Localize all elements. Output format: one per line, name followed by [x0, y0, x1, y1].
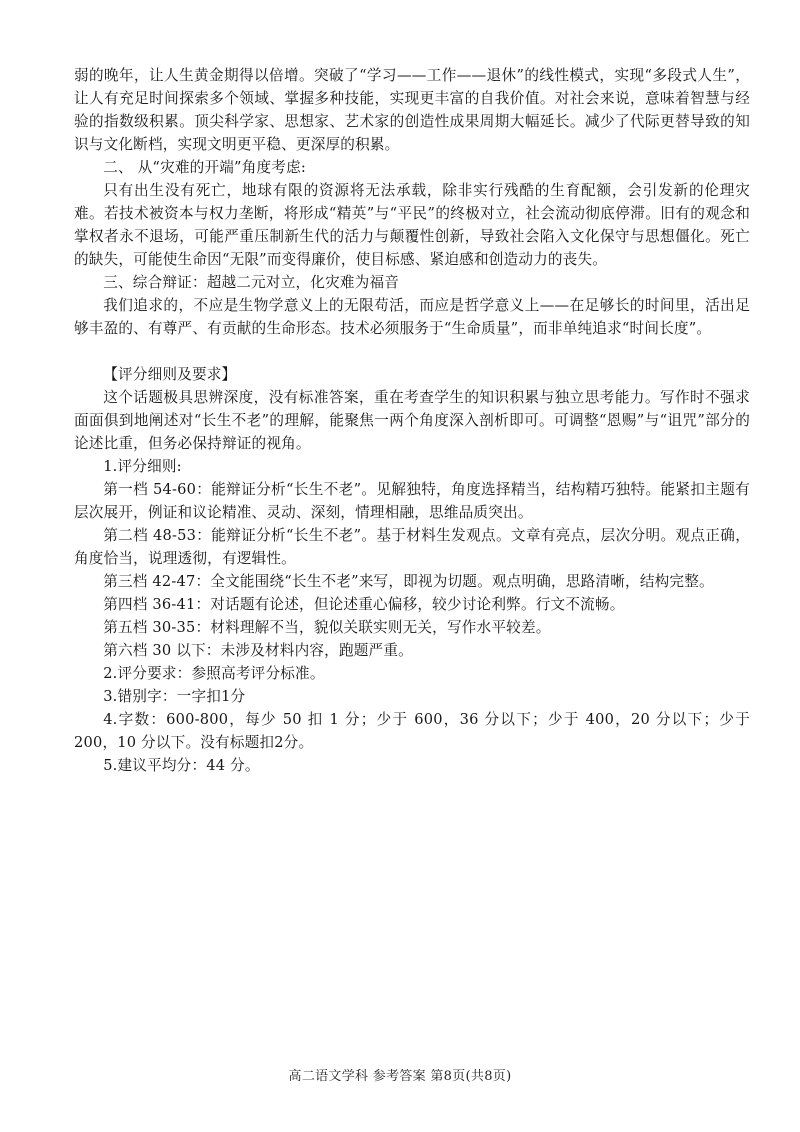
grading-tier-3: 第三档 42-47：全文能围绕“长生不老”来写，即视为切题。观点明确，思路清晰，结构完整。 [103, 573, 714, 590]
section-2-heading: 二、 从“灾难的开端”角度考虑: [103, 159, 306, 176]
section-3-body: 我们追求的，不应是生物学意义上的无限苟活，而应是哲学意义上——在足够长的时间里，活出足够丰盈的、有尊严、有贡献的生命形态。技术必须服务于“生命质量”，而非单纯追求“时间长度”。 [74, 297, 750, 337]
grading-item-2: 2.评分要求：参照高考评分标准。 [103, 665, 325, 682]
spacer [74, 340, 750, 363]
grading-title: 【评分细则及要求】 [103, 366, 237, 383]
grading-item-3: 3.错别字：一字扣1分 [103, 688, 246, 705]
grading-tier-6: 第六档 30 以下：未涉及材料内容，跑题严重。 [103, 642, 413, 659]
grading-tier-2: 第二档 48-53：能辩证分析“长生不老”。基于材料生发观点。文章有亮点，层次分明。观点正确，角度恰当，说理透彻，有逻辑性。 [74, 527, 750, 567]
page-footer: 高二语文学科 参考答案 第8页(共8页) [288, 1069, 512, 1084]
grading-tier-5: 第五档 30-35：材料理解不当，貌似关联实则无关，写作水平较差。 [103, 619, 551, 636]
grading-tier-4: 第四档 36-41：对话题有论述，但论述重心偏移，较少讨论利弊。行文不流畅。 [103, 596, 625, 613]
section-3-heading: 三、综合辩证：超越二元对立，化灾难为福音 [103, 274, 400, 291]
grading-item-1-title: 1.评分细则: [103, 458, 182, 475]
section-2-body: 只有出生没有死亡，地球有限的资源将无法承载，除非实行残酷的生育配额，会引发新的伦理灾难。若技术被资本与权力垄断，将形成“精英”与“平民”的终极对立，社会流动彻底停滞。旧有的观念和掌权者永不退场，可能严重压制新生代的活力与颠覆性创新，导致社会陷入文化保守与思想僵化。死亡的缺失，可能使生命因“无限”而变得廉价，使目标感、紧迫感和创造动力的丧失。 [74, 182, 750, 268]
grading-intro: 这个话题极具思辨深度，没有标准答案，重在考查学生的知识积累与独立思考能力。写作时不强求面面俱到地阐述对“长生不老”的理解，能聚焦一两个角度深入剖析即可。可调整“恩赐”与“诅咒”部分的论述比重，但务必保持辩证的视角。 [74, 389, 750, 452]
grading-tier-1: 第一档 54-60：能辩证分析“长生不老”。见解独特，角度选择精当，结构精巧独特。能紧扣主题有层次展开，例证和议论精准、灵动、深刻，情理相融，思维品质突出。 [74, 481, 750, 521]
grading-item-5: 5.建议平均分：44 分。 [103, 757, 260, 774]
grading-item-4: 4.字数：600-800，每少 50 扣 1 分；少于 600，36 分以下；少于 400，20 分以下；少于 200，10 分以下。没有标题扣2分。 [74, 711, 750, 751]
continued-paragraph: 弱的晚年，让人生黄金期得以倍增。突破了“学习——工作——退休”的线性模式，实现“多段式人生”，让人有充足时间探索多个领域、掌握多种技能，实现更丰富的自我价值。对社会来说，意味着智慧与经验的指数级积累。顶尖科学家、思想家、艺术家的创造性成果周期大幅延长。减少了代际更替导致的知识与文化断档，实现文明更平稳、更深厚的积累。 [74, 67, 750, 153]
page-content [74, 64, 750, 777]
